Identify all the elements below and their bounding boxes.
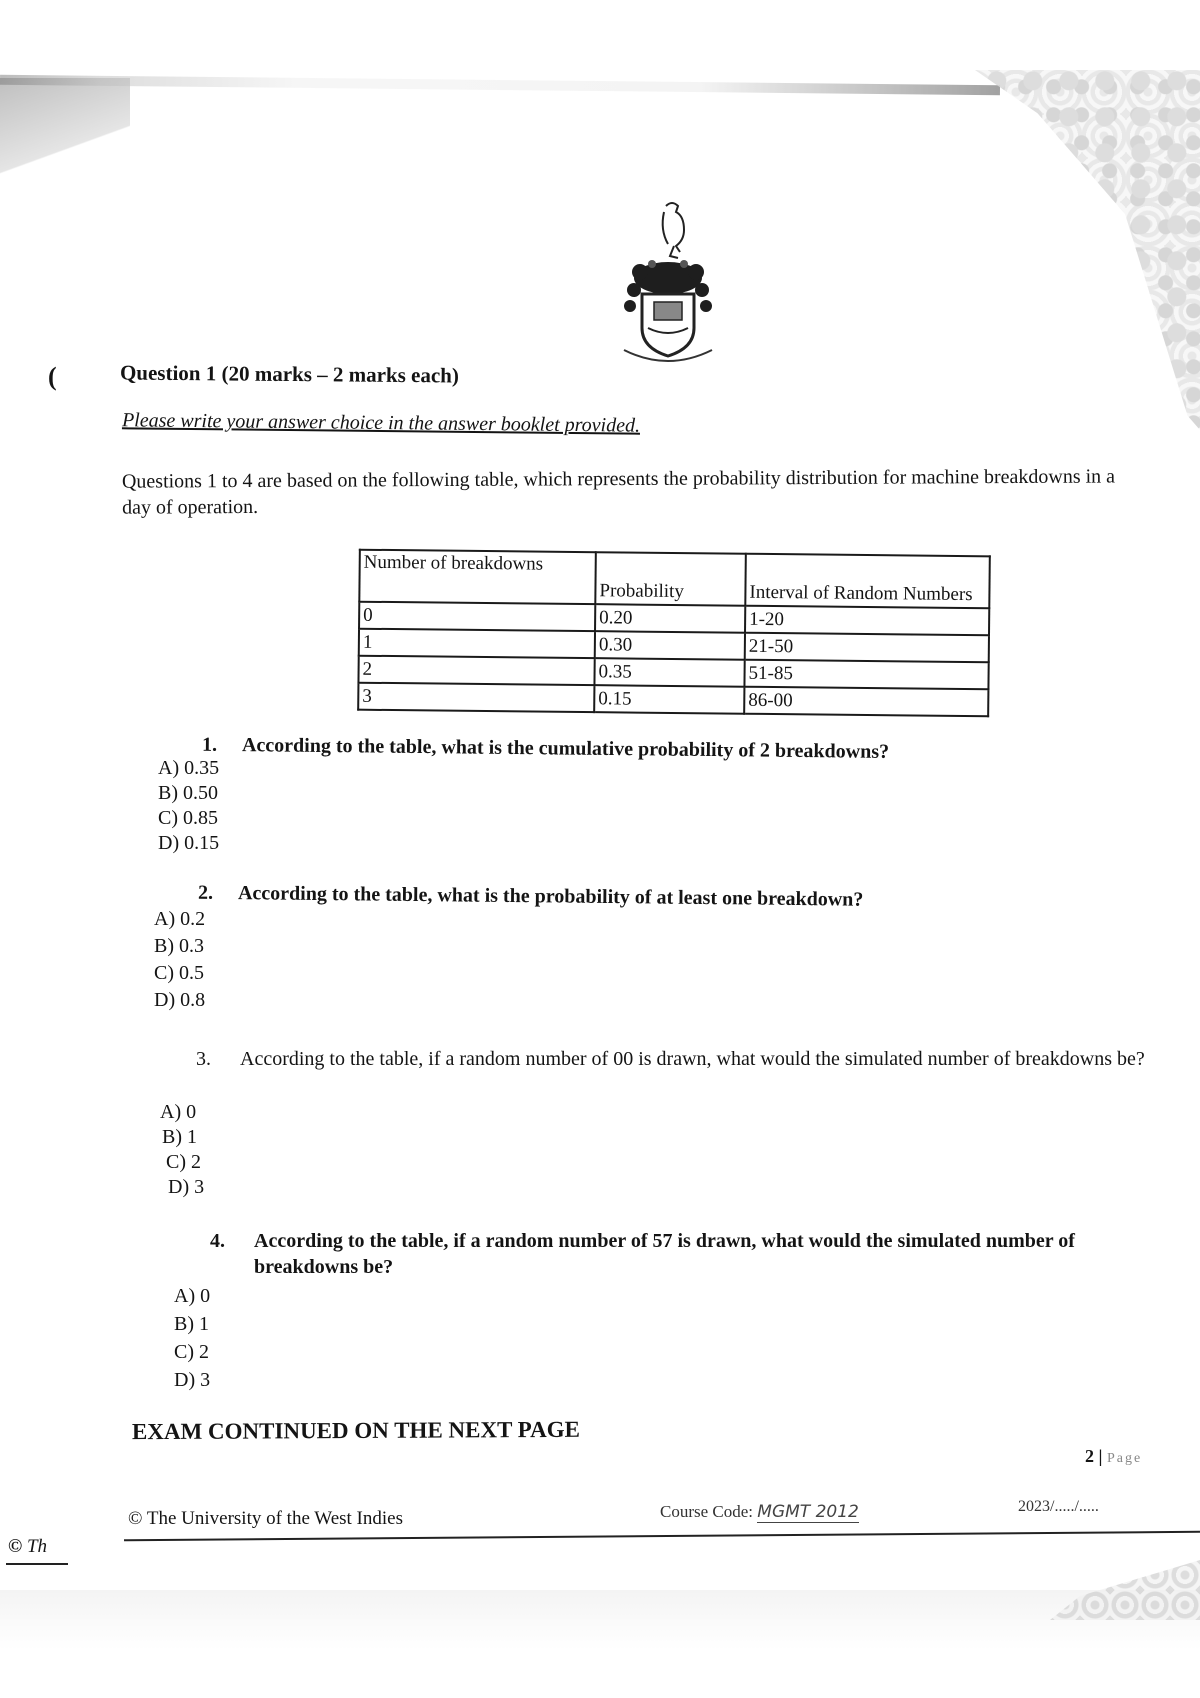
table-cell: 21-50 <box>745 633 989 663</box>
question-1 <box>202 732 1022 767</box>
question-2 <box>198 880 1018 915</box>
answer-option: D) 3 <box>168 1176 205 1198</box>
table-cell: 0.15 <box>594 685 744 714</box>
lace-background <box>950 70 1200 430</box>
page-label: Page <box>1106 1451 1143 1466</box>
answer-option: C) 0.5 <box>154 962 204 984</box>
question-intro: Questions 1 to 4 are based on the following table, which represents the probability distribution for machine breakdowns in a day of operation. <box>121 465 1116 519</box>
answer-option: B) 1 <box>174 1313 209 1335</box>
edge-copyright <box>8 1536 47 1558</box>
column-header-interval: Interval of Random Numbers <box>745 554 990 609</box>
question-number: 2. <box>197 881 214 904</box>
footer-copyright: © The University of the West Indies <box>128 1508 403 1529</box>
question-title: Question 1 (20 marks – 2 marks each) <box>119 360 460 388</box>
table-cell: 86-00 <box>744 687 988 717</box>
paper-bottom-edge <box>0 1590 1200 1650</box>
question-2-options <box>154 906 205 1014</box>
question-4-options <box>174 1282 210 1394</box>
edge-copyright-symbol: © <box>8 1536 23 1557</box>
footer-course-code <box>660 1502 859 1522</box>
answer-option: D) 0.15 <box>158 832 220 854</box>
course-code-label: Course Code: <box>660 1502 754 1521</box>
column-header-probability: Probability <box>595 552 746 606</box>
question-3-options <box>160 1100 204 1200</box>
table-cell: 1 <box>359 629 595 658</box>
answer-option: A) 0.35 <box>158 757 220 779</box>
answer-option: A) 0 <box>160 1101 197 1123</box>
table-cell: 3 <box>358 683 594 712</box>
edge-divider <box>6 1563 68 1565</box>
course-code-handwritten: MGMT 2012 <box>757 1502 859 1522</box>
exam-continued-notice: EXAM CONTINUED ON THE NEXT PAGE <box>131 1416 580 1445</box>
question-text: According to the table, what is the probability of at least one breakdown? <box>237 882 864 911</box>
question-text: According to the table, what is the cumulative probability of 2 breakdowns? <box>241 734 890 763</box>
question-number: 1. <box>201 733 218 756</box>
table-cell: 0 <box>359 602 595 631</box>
answer-option: C) 2 <box>166 1151 201 1173</box>
paper-top-edge <box>0 75 1000 95</box>
answer-option: B) 0.3 <box>154 935 204 957</box>
table-cell: 0.35 <box>594 658 744 687</box>
page-number-value: 2 | <box>1085 1446 1103 1466</box>
footer-divider <box>124 1531 1200 1541</box>
table-cell: 51-85 <box>744 660 988 690</box>
margin-bracket: ( <box>48 362 57 391</box>
answer-option: C) 2 <box>174 1341 209 1363</box>
answer-option: D) 0.8 <box>154 989 206 1011</box>
question-4 <box>210 1228 1170 1280</box>
university-crest-logo <box>604 198 732 368</box>
table-cell: 0.30 <box>595 631 745 660</box>
table-cell: 2 <box>358 656 594 685</box>
answer-instruction: Please write your answer choice in the answer booklet provided. <box>121 409 641 437</box>
question-text: According to the table, if a random number of 57 is drawn, what would the simulated number of breakdowns be? <box>254 1230 1075 1278</box>
page-corner-shadow <box>0 78 130 188</box>
question-number: 4. <box>210 1230 225 1252</box>
answer-option: A) 0 <box>174 1285 211 1307</box>
edge-copyright-text: Th <box>26 1536 48 1557</box>
table-cell: 1-20 <box>745 606 989 636</box>
table-row <box>358 683 988 717</box>
question-3 <box>196 1046 1166 1072</box>
answer-option: A) 0.2 <box>154 908 206 930</box>
probability-distribution-table <box>357 549 991 718</box>
table-header-row <box>359 550 990 609</box>
question-text: According to the table, if a random number of 00 is drawn, what would the simulated number of breakdowns be? <box>240 1048 1145 1070</box>
column-header-breakdowns: Number of breakdowns <box>359 550 596 604</box>
question-1-options <box>158 756 219 856</box>
question-number: 3. <box>196 1048 211 1070</box>
answer-option: B) 0.50 <box>158 782 218 804</box>
page-number <box>1085 1446 1142 1467</box>
answer-option: C) 0.85 <box>158 807 218 829</box>
answer-option: D) 3 <box>174 1369 211 1391</box>
footer-year: 2023/...../..... <box>1018 1498 1099 1515</box>
table-cell: 0.20 <box>595 604 745 633</box>
answer-option: B) 1 <box>162 1126 197 1148</box>
